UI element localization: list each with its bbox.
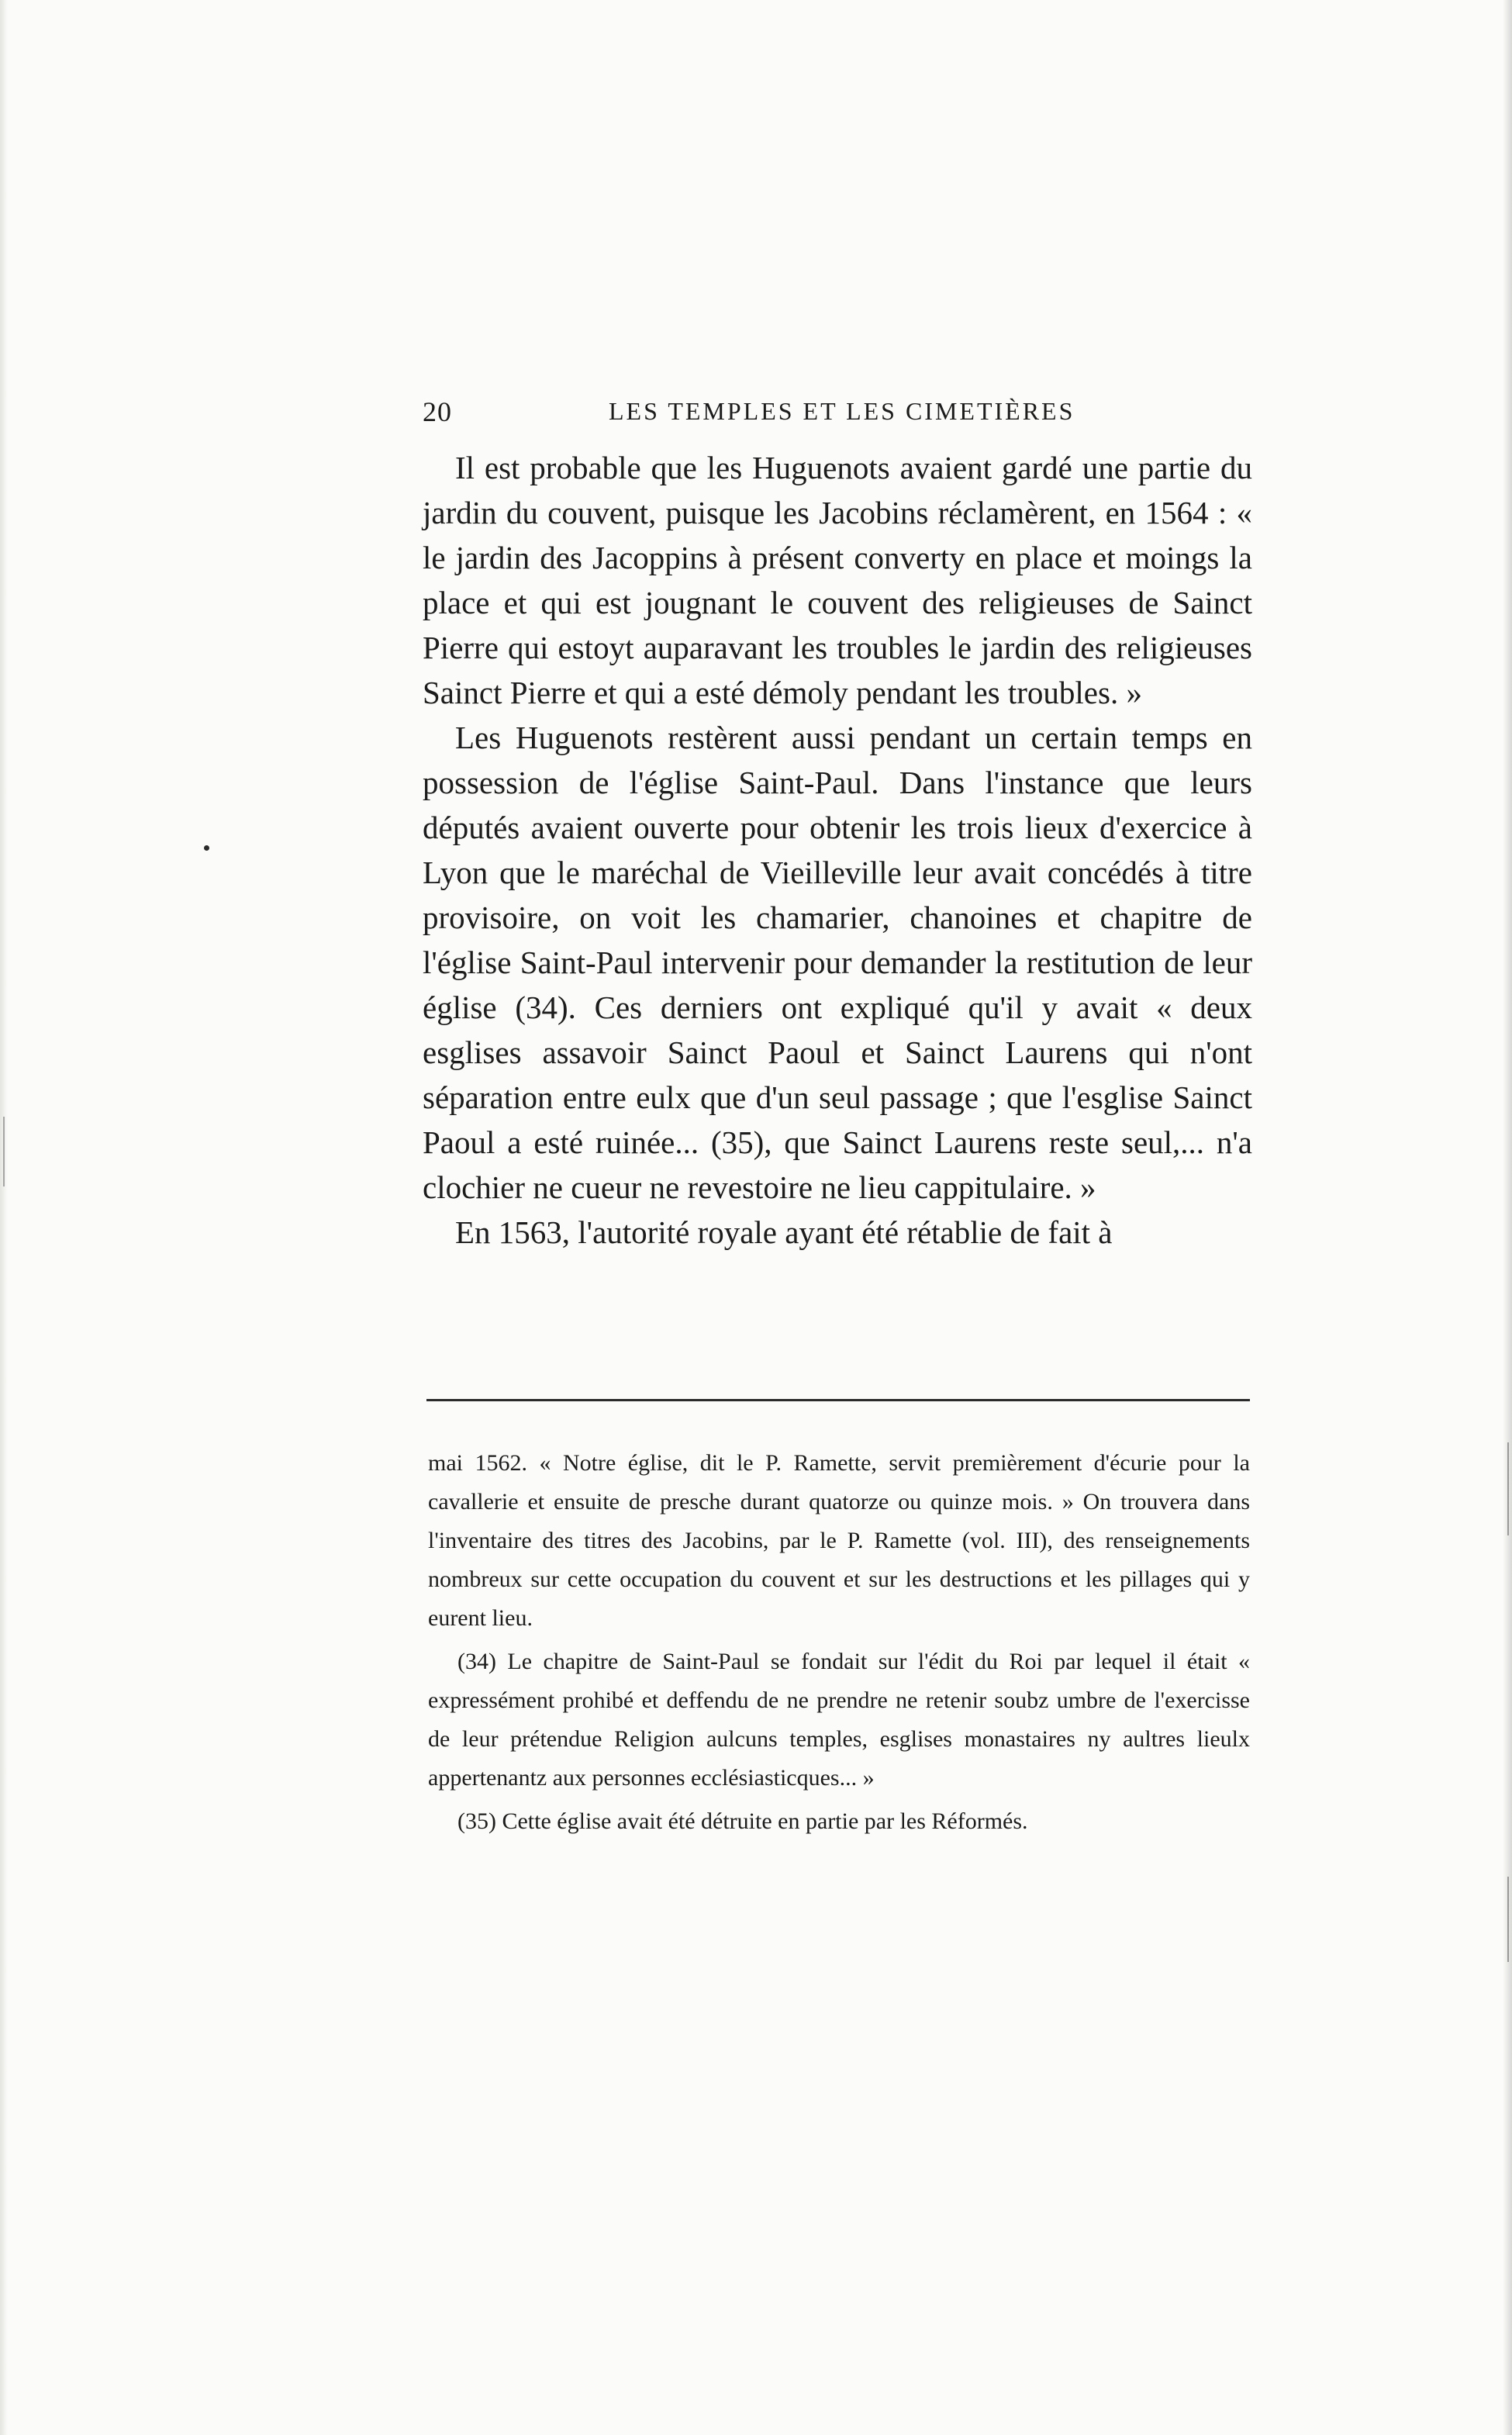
footnotes [428,1444,1250,1846]
stray-ink-dot [204,845,209,851]
scan-edge-right [1503,0,1512,2435]
scan-artifact [1507,1877,1509,1962]
page-header [423,388,1252,434]
footnote: (35) Cette église avait été détruite en partie par les Réformés. [457,1808,1028,1834]
running-title: LES TEMPLES ET LES CIMETIÈRES [609,397,1075,425]
paragraph: En 1563, l'autorité royale ayant été rétablie de fait à [455,1214,1113,1250]
footnote: (34) Le chapitre de Saint-Paul se fondait sur l'édit du Roi par lequel il était « expressément prohibé et deffendu de ne prendre ne retenir soubz umbre de l'exercisse de leur prétendue Religion aulcuns temples, esglises monastaires ny aultres lieulx appertenantz aux personnes ecclésiasticques... » [428,1649,1250,1791]
footnote-separator [426,1399,1250,1401]
page-number: 20 [423,396,452,427]
paragraph: Les Huguenots restèrent aussi pendant un certain temps en possession de l'église Saint-Paul. Dans l'instance que leurs députés avaient ouverte pour obtenir les trois lieux d'exercice à Lyon que le maréchal de Vieilleville leur avait concédés à titre provisoire, on voit les chamarier, chanoines et chapitre de l'église Saint-Paul intervenir pour demander la restitution de leur église (34). Ces derniers ont expliqué qu'il y avait « deux esglises assavoir Sainct Paoul et Sainct Laurens qui n'ont séparation entre eulx que d'un seul passage ; que l'esglise Sainct Paoul a esté ruinée... (35), que Sainct Laurens reste seul,... n'a clochier ne cueur ne revestoire ne lieu cappitulaire. » [423,720,1252,1205]
main-text [423,445,1252,1255]
scan-edge-left [0,0,8,2435]
footnote: mai 1562. « Notre église, dit le P. Ramette, servit premièrement d'écurie pour la cavallerie et ensuite de presche durant quatorze ou quinze mois. » On trouvera dans l'inventaire des titres des Jacobins, par le P. Ramette (vol. III), des renseignements nombreux sur cette occupation du couvent et sur les destructions et les pillages qui y eurent lieu. [428,1450,1250,1631]
paragraph: Il est probable que les Huguenots avaient gardé une partie du jardin du couvent, puisque les Jacobins réclamèrent, en 1564 : « le jardin des Jacoppins à présent converty en place et moings la place et qui est jougnant le couvent des religieuses de Sainct Pierre qui estoyt auparavant les troubles le jardin des religieuses Sainct Pierre et qui a esté démoly pendant les troubles. » [423,450,1252,710]
scan-artifact [3,1117,5,1186]
scan-artifact [1507,1442,1509,1535]
